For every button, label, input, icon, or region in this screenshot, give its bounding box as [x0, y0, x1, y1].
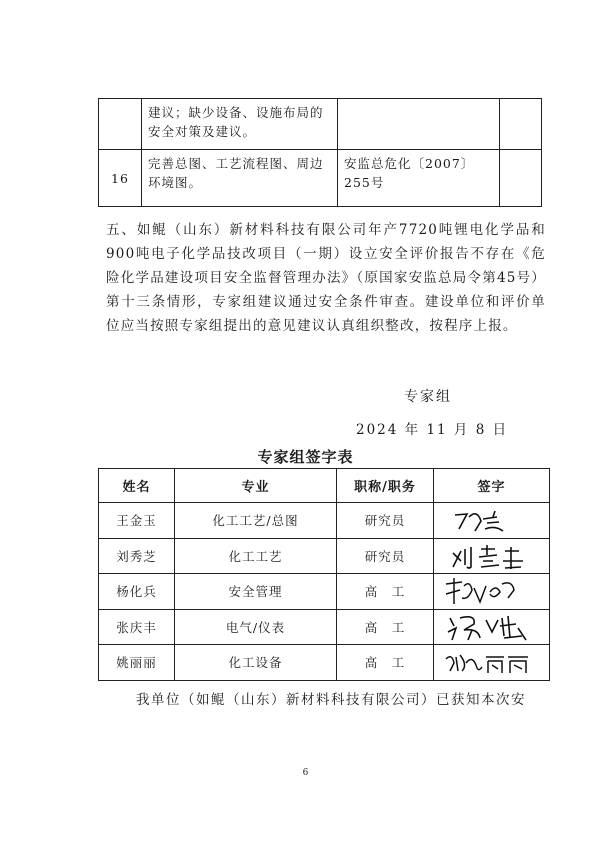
expert-title: 研究员	[337, 538, 434, 574]
expert-title: 高 工	[337, 645, 434, 681]
item-content: 建议；缺少设备、设施布局的安全对策及建议。	[142, 99, 338, 150]
signature-table	[98, 468, 550, 681]
table-row	[99, 99, 542, 150]
header-signature: 签字	[434, 469, 550, 503]
signature-scribble-3	[442, 576, 542, 606]
table-row	[99, 574, 550, 610]
document-date: 2024 年 11 月 8 日	[356, 422, 509, 438]
expert-specialty: 安全管理	[175, 574, 337, 610]
table-row	[99, 538, 550, 574]
signature-scribble-2	[447, 541, 537, 571]
handwritten-signature	[434, 645, 550, 681]
signature-scribble-5	[442, 647, 542, 677]
expert-group-label: 专家组	[404, 389, 452, 405]
signature-table-title: 专家组签字表	[257, 448, 354, 466]
item-number: 16	[99, 150, 142, 207]
expert-name: 张庆丰	[99, 609, 175, 645]
acknowledgement-text: 我单位（如鲲（山东）新材料科技有限公司）已获知本次安	[136, 692, 526, 708]
expert-title: 高 工	[337, 574, 434, 610]
handwritten-signature	[434, 538, 550, 574]
expert-specialty: 化工设备	[175, 645, 337, 681]
handwritten-signature	[434, 503, 550, 539]
handwritten-signature	[434, 609, 550, 645]
item-content: 完善总图、工艺流程图、周边环境图。	[142, 150, 338, 207]
signature-scribble-1	[447, 505, 537, 535]
expert-name: 王金玉	[99, 503, 175, 539]
item-basis: 安监总危化〔2007〕255号	[338, 150, 500, 207]
expert-specialty: 电气/仪表	[175, 609, 337, 645]
handwritten-signature	[434, 574, 550, 610]
expert-specialty: 化工工艺/总图	[175, 503, 337, 539]
expert-title: 研究员	[337, 503, 434, 539]
expert-specialty: 化工工艺	[175, 538, 337, 574]
expert-name: 姚丽丽	[99, 645, 175, 681]
table-row	[99, 645, 550, 681]
item-number	[99, 99, 142, 150]
page-number: 6	[302, 768, 309, 778]
item-extra	[500, 150, 542, 207]
table-row	[99, 609, 550, 645]
item-extra	[500, 99, 542, 150]
expert-name: 杨化兵	[99, 574, 175, 610]
expert-title: 高 工	[337, 609, 434, 645]
table-header-row	[99, 469, 550, 503]
item-basis	[338, 99, 500, 150]
conclusion-paragraph: 五、如鲲（山东）新材料科技有限公司年产7720吨锂电化学品和900吨电子化学品技改项目（一期）设立安全评价报告不存在《危险化学品建设项目安全监督管理办法》（原国家安监总局令第45号）第十三条情形，专家组建议通过安全条件审查。建设单位和评价单位应当按照专家组提出的意见建议认真组织整改，按程序上报。	[106, 222, 546, 334]
header-specialty: 专业	[175, 469, 337, 503]
header-title: 职称/职务	[337, 469, 434, 503]
review-items-table	[98, 98, 542, 207]
expert-name: 刘秀芝	[99, 538, 175, 574]
table-row	[99, 503, 550, 539]
table-row	[99, 150, 542, 207]
signature-scribble-4	[442, 612, 542, 642]
header-name: 姓名	[99, 469, 175, 503]
